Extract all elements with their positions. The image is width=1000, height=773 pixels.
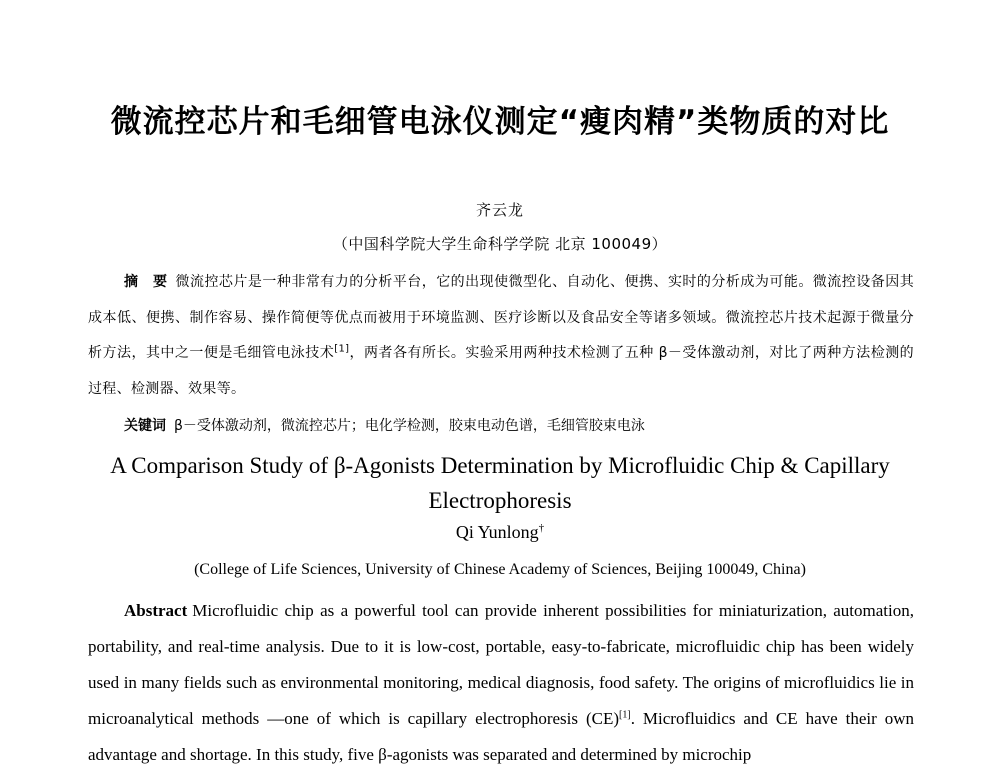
keywords-chinese (124, 415, 950, 435)
abstract-chinese-label: 摘 要 (124, 274, 168, 290)
abstract-chinese-text-1: 微流控芯片是一种非常有力的分析平台，它的出现使微型化、自动化、便携、实时的分析成为可能。微流控设备因其成本低、便携、制作容易、操作简便等优点而被用于环境监测、医疗诊断以及食品安全等诸多领域。微流控芯片技术起源于微量分析方法，其中之一便是毛细管电泳技术 (88, 274, 915, 361)
author-english-mark: † (538, 522, 545, 534)
abstract-chinese-text-2: ，两者各有所长。实验采用两种技术检测了五种 β－受体激动剂，对比了两种方法检测的过程、检测器、效果等。 (88, 345, 914, 397)
abstract-english-text-2: . Microfluidics and CE have their own advantage and shortage. In this study, five β-agonists was separated and determined by microchip (88, 709, 915, 764)
abstract-english-label: Abstract (124, 601, 188, 620)
abstract-chinese (88, 265, 914, 407)
author-chinese: 齐云龙 (475, 201, 524, 219)
affiliation-chinese: （中国科学院大学生命科学学院 北京 100049） (332, 235, 668, 253)
abstract-english-reference: [1] (619, 709, 631, 721)
title-chinese: 微流控芯片和毛细管电泳仪测定“瘦肉精”类物质的对比 (110, 104, 890, 140)
keywords-chinese-label: 关键词 (124, 418, 166, 434)
author-english (0, 522, 1000, 543)
keywords-chinese-text: β－受体激动剂，微流控芯片；电化学检测，胶束电动色谱，毛细管胶束电泳 (174, 418, 645, 434)
abstract-english-text-1: Microfluidic chip as a powerful tool can provide inherent possibilities for miniaturization, automation, portability, and real-time analysis. Due to it is low-cost, portable, easy-to-fabricate, microfluidic chip has been widely used in many fields such as environmental monitoring, medical diagnosis, food safety. The origins of microfluidics lie in microanalytical methods —one of which is capillary electrophoresis (CE) (88, 601, 914, 728)
abstract-english (88, 593, 914, 773)
author-english-name: Qi Yunlong (455, 522, 539, 542)
affiliation-english: (College of Life Sciences, University of Chinese Academy of Sciences, Beijing 100049, China) (194, 561, 806, 578)
title-english (90, 448, 910, 518)
title-english-text: A Comparison Study of β-Agonists Determination by Microfluidic Chip & Capillary Electrophoresis (110, 453, 890, 513)
abstract-chinese-reference: [1] (334, 343, 350, 355)
